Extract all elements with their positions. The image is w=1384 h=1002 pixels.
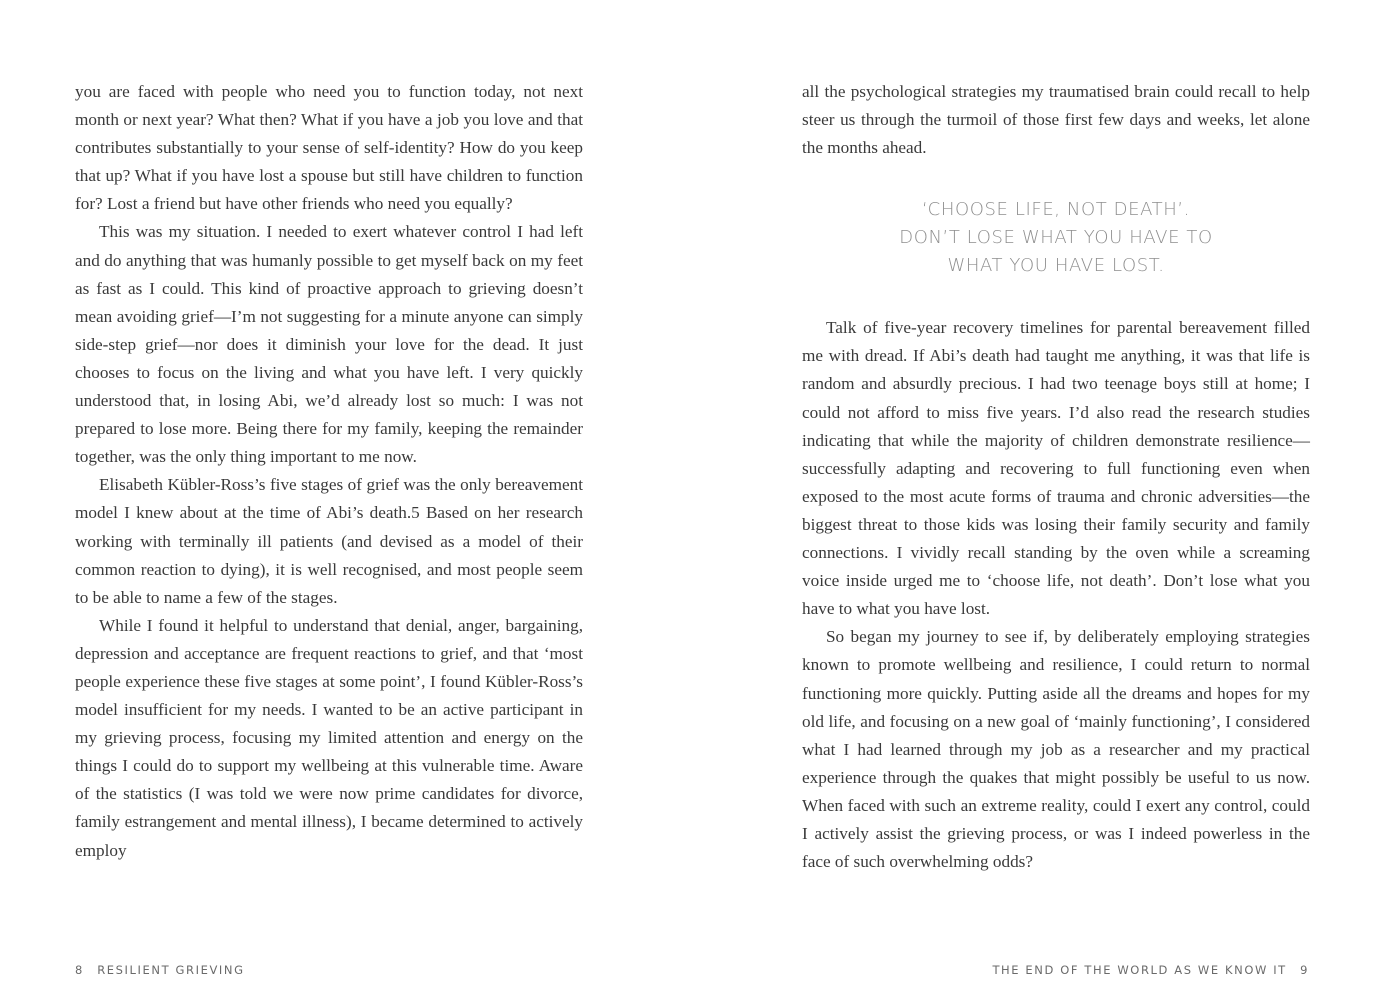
left-page-number: 8 bbox=[75, 963, 84, 977]
left-paragraph-1: you are faced with people who need you to function today, not next month or next year? What then? What if you have a job you love and that contributes substantially to your sense of self-identity? How do you keep that up? What if you have lost a spouse but still have children to function for? Lost a friend but have other friends who need you equally? bbox=[75, 82, 583, 214]
left-page-body bbox=[75, 78, 583, 865]
right-paragraph-1: all the psychological strategies my traumatised brain could recall to help steer us through the turmoil of those first few days and weeks, let alone the months ahead. bbox=[802, 82, 1310, 158]
left-running-head: RESILIENT GRIEVING bbox=[97, 963, 245, 977]
left-paragraph-4: While I found it helpful to understand that denial, anger, bargaining, depression and acceptance are frequent reactions to grief, and that ‘most people experience these five stages at some point’, I found Kübler-Ross’s model insufficient for my needs. I wanted to be an active participant in my grieving process, focusing my limited attention and energy on the things I could do to support my wellbeing at this vulnerable time. Aware of the statistics (I was told we were now prime candidates for divorce, family estrangement and mental illness), I became determined to actively employ bbox=[75, 615, 583, 860]
left-paragraph-2: This was my situation. I needed to exert whatever control I had left and do anything that was humanly possible to get myself back on my feet as fast as I could. This kind of proactive approach to grieving doesn’t mean avoiding grief—I’m not suggesting for a minute anyone can simply side-step grief—nor does it diminish your love for the dead. It just chooses to focus on the living and what you have left. I very quickly understood that, in losing Abi, we’d already lost so much: I was not prepared to lose more. Being there for my family, keeping the remainder together, was the only thing important to me now. bbox=[75, 222, 583, 467]
right-running-head: THE END OF THE WORLD AS WE KNOW IT bbox=[992, 963, 1287, 977]
pull-quote-line-1: ‘CHOOSE LIFE, NOT DEATH’. bbox=[921, 199, 1191, 221]
right-folio bbox=[992, 963, 1309, 977]
right-paragraph-3: So began my journey to see if, by deliberately employing strategies known to promote wellbeing and resilience, I could return to normal functioning more quickly. Putting aside all the dreams and hopes for my old life, and focusing on a new goal of ‘mainly functioning’, I considered what I had learned through my job as a researcher and my practical experience through the quakes that might possibly be useful to us now. When faced with such an extreme reality, could I exert any control, could I actively assist the grieving process, or was I indeed powerless in the face of such overwhelming odds? bbox=[802, 627, 1310, 872]
right-page bbox=[692, 0, 1384, 1002]
pull-quote bbox=[802, 196, 1310, 280]
right-page-body bbox=[802, 78, 1310, 876]
left-paragraph-3: Elisabeth Kübler-Ross’s five stages of grief was the only bereavement model I knew about at the time of Abi’s death.5 Based on her research working with terminally ill patients (and devised as a model of their common reaction to dying), it is well recognised, and most people seem to be able to name a few of the stages. bbox=[75, 475, 583, 607]
right-page-number: 9 bbox=[1300, 963, 1309, 977]
right-paragraph-2: Talk of five-year recovery timelines for parental bereavement filled me with dread. If Abi’s death had taught me anything, it was that life is random and absurdly precious. I had two teenage boys still at home; I could not afford to miss five years. I’d also read the research studies indicating that while the majority of children demonstrate resilience—successfully adapting and recovering to full functioning even when exposed to the most acute forms of trauma and chronic adversities—the biggest threat to those kids was losing their family security and family connections. I vividly recall standing by the oven while a screaming voice inside urged me to ‘choose life, not death’. Don’t lose what you have to what you have lost. bbox=[802, 318, 1310, 619]
pull-quote-line-2: DON’T LOSE WHAT YOU HAVE TO bbox=[899, 227, 1213, 249]
left-folio bbox=[75, 963, 245, 977]
pull-quote-line-3: WHAT YOU HAVE LOST. bbox=[947, 255, 1165, 277]
